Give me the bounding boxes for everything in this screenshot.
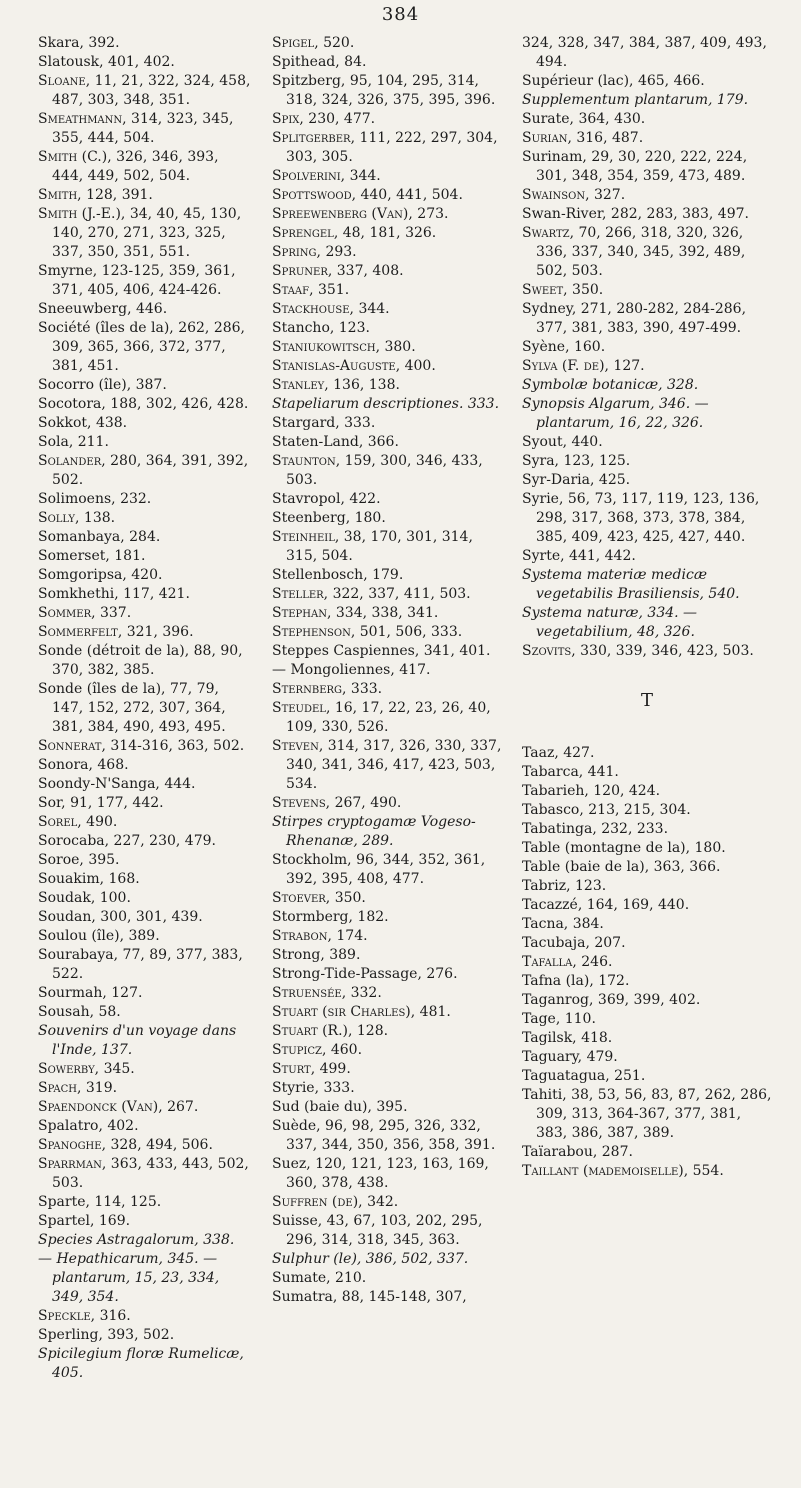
index-entry: Tagilsk, 418. xyxy=(522,1030,613,1046)
index-entry: Swartz, 70, 266, 318, 320, 326, 336, 337, 340, 345, 392, 489, 502, 503. xyxy=(522,225,746,279)
index-entry: Tabriz, 123. xyxy=(522,878,607,894)
index-entry: Syr-Daria, 425. xyxy=(522,472,631,488)
index-entry: Taaz, 427. xyxy=(522,745,595,761)
index-entry: Suffren (de), 342. xyxy=(272,1194,399,1210)
index-entry: Spreewenberg (Van), 273. xyxy=(272,206,449,222)
index-entry: Sommer, 337. xyxy=(38,605,132,621)
index-entry: Supplementum plantarum, 179. xyxy=(522,92,749,108)
index-entry: Somanbaya, 284. xyxy=(38,529,161,545)
index-entry: Sommerfelt, 321, 396. xyxy=(38,624,194,640)
index-entry: Taillant (mademoiselle), 554. xyxy=(522,1163,724,1179)
index-entry: Sylva (F. de), 127. xyxy=(522,358,645,374)
index-entry: Socorro (île), 387. xyxy=(38,377,167,393)
index-entry: Spruner, 337, 408. xyxy=(272,263,404,279)
index-entry: Skara, 392. xyxy=(38,35,120,51)
index-entry: Taguatagua, 251. xyxy=(522,1068,646,1084)
index-entry: Taguary, 479. xyxy=(522,1049,618,1065)
index-entry: Steven, 314, 317, 326, 330, 337, 340, 341, 346, 417, 423, 503, 534. xyxy=(272,738,502,792)
index-entry: Splitgerber, 111, 222, 297, 304, 303, 305. xyxy=(272,130,498,165)
index-entry: Somerset, 181. xyxy=(38,548,146,564)
index-entry: Sousah, 58. xyxy=(38,1004,121,1020)
index-entry: Tabasco, 213, 215, 304. xyxy=(522,802,691,818)
index-column-1 xyxy=(38,34,252,1383)
index-entry: Spach, 319. xyxy=(38,1080,118,1096)
index-entry: Souvenirs d'un voyage dans l'Inde, 137. xyxy=(38,1023,237,1058)
index-entry: Suisse, 43, 67, 103, 202, 295, 296, 314, 318, 345, 363. xyxy=(272,1213,483,1248)
index-entry: Spottswood, 440, 441, 504. xyxy=(272,187,463,203)
index-entry: Stapeliarum descriptiones. 333. xyxy=(272,396,500,412)
index-entry: Sparte, 114, 125. xyxy=(38,1194,162,1210)
index-entry: Spix, 230, 477. xyxy=(272,111,376,127)
index-entry: Sowerby, 345. xyxy=(38,1061,135,1077)
index-entry: Sweet, 350. xyxy=(522,282,604,298)
index-entry: Solimoens, 232. xyxy=(38,491,152,507)
index-entry: Somkhethi, 117, 421. xyxy=(38,586,190,602)
index-entry: Strong, 389. xyxy=(272,947,361,963)
index-entry: Steller, 322, 337, 411, 503. xyxy=(272,586,471,602)
index-entry: Sor, 91, 177, 442. xyxy=(38,795,164,811)
index-entry: Suède, 96, 98, 295, 326, 332, 337, 344, 350, 356, 358, 391. xyxy=(272,1118,496,1153)
index-entry: Sonora, 468. xyxy=(38,757,129,773)
index-entry: Sorocaba, 227, 230, 479. xyxy=(38,833,216,849)
index-entry: Staten-Land, 366. xyxy=(272,434,399,450)
index-entry: Syène, 160. xyxy=(522,339,606,355)
index-entry: Soudak, 100. xyxy=(38,890,131,906)
index-column-3 xyxy=(522,34,772,1181)
section-letter-heading: T xyxy=(640,690,653,711)
index-entry: Spaendonck (Van), 267. xyxy=(38,1099,199,1115)
index-entry: Stirpes cryptogamæ Vogeso-Rhenanæ, 289. xyxy=(272,814,476,849)
index-entry: Stuart (sir Charles), 481. xyxy=(272,1004,451,1020)
index-entry: Syout, 440. xyxy=(522,434,603,450)
index-entry: Tafalla, 246. xyxy=(522,954,613,970)
index-entry: Spitzberg, 95, 104, 295, 314, 318, 324, 326, 375, 395, 396. xyxy=(272,73,496,108)
index-entry: Taganrog, 369, 399, 402. xyxy=(522,992,701,1008)
index-entry: Syrte, 441, 442. xyxy=(522,548,636,564)
index-entry: Symbolæ botanicæ, 328. xyxy=(522,377,699,393)
index-entry: Steinheil, 38, 170, 301, 314, 315, 504. xyxy=(272,529,473,564)
index-entry: Smyrne, 123-125, 359, 361, 371, 405, 406, 424-426. xyxy=(38,263,236,298)
index-entry: — Hepathicarum, 345. — plantarum, 15, 23, 334, 349, 354. xyxy=(38,1251,220,1305)
index-entry: Stevens, 267, 490. xyxy=(272,795,402,811)
index-entry: Stupicz, 460. xyxy=(272,1042,363,1058)
index-entry: Spring, 293. xyxy=(272,244,357,260)
index-entry: Systema naturæ, 334. — vegetabilium, 48, 326. xyxy=(522,605,698,640)
index-entry: Sneeuwberg, 446. xyxy=(38,301,168,317)
index-entry: Systema materiæ medicæ vegetabilis Brasiliensis, 540. xyxy=(522,567,740,602)
index-entry: Sperling, 393, 502. xyxy=(38,1327,175,1343)
index-entry: Table (baie de la), 363, 366. xyxy=(522,859,721,875)
index-entry: Stavropol, 422. xyxy=(272,491,381,507)
index-entry: Sparrman, 363, 433, 443, 502, 503. xyxy=(38,1156,249,1191)
index-entry: Soudan, 300, 301, 439. xyxy=(38,909,203,925)
index-entry: Spartel, 169. xyxy=(38,1213,131,1229)
index-entry: Sternberg, 333. xyxy=(272,681,383,697)
index-entry: Supérieur (lac), 465, 466. xyxy=(522,73,705,89)
index-entry: Taïarabou, 287. xyxy=(522,1144,633,1160)
index-entry: Sprengel, 48, 181, 326. xyxy=(272,225,437,241)
index-entry: Strabon, 174. xyxy=(272,928,368,944)
index-entry: Synopsis Algarum, 346. — plantarum, 16, 22, 326. xyxy=(522,396,709,431)
index-entry: Sonnerat, 314-316, 363, 502. xyxy=(38,738,245,754)
index-entry: Tacna, 384. xyxy=(522,916,604,932)
index-entry: Soondy-N'Sanga, 444. xyxy=(38,776,196,792)
index-entry: Soroe, 395. xyxy=(38,852,120,868)
index-entry: Spalatro, 402. xyxy=(38,1118,139,1134)
index-entry: Tage, 110. xyxy=(522,1011,596,1027)
index-entry: Sorel, 490. xyxy=(38,814,118,830)
index-column-2 xyxy=(272,34,502,1307)
index-entry: Stormberg, 182. xyxy=(272,909,389,925)
page-number: 384 xyxy=(381,4,420,25)
index-entry: Smith, 128, 391. xyxy=(38,187,153,203)
index-entry: Staaf, 351. xyxy=(272,282,350,298)
index-entry: Solly, 138. xyxy=(38,510,116,526)
index-entry: Soulou (île), 389. xyxy=(38,928,160,944)
index-entry: Surian, 316, 487. xyxy=(522,130,644,146)
index-entry: Socotora, 188, 302, 426, 428. xyxy=(38,396,249,412)
index-entry: Stanislas-Auguste, 400. xyxy=(272,358,436,374)
index-entry: Struensée, 332. xyxy=(272,985,382,1001)
index-entry: Swan-River, 282, 283, 383, 497. xyxy=(522,206,749,222)
index-entry: Slatousk, 401, 402. xyxy=(38,54,175,70)
index-entry: Staunton, 159, 300, 346, 433, 503. xyxy=(272,453,483,488)
index-entry: Sulphur (le), 386, 502, 337. xyxy=(272,1251,469,1267)
index-entry: Smith (J.-E.), 34, 40, 45, 130, 140, 270, 271, 323, 325, 337, 350, 351, 551. xyxy=(38,206,242,260)
index-entry: Sumatra, 88, 145-148, 307, xyxy=(272,1289,467,1305)
index-entry: Syrie, 56, 73, 117, 119, 123, 136, 298, 317, 368, 373, 378, 384, 385, 409, 423, 425, 427, 440. xyxy=(522,491,760,545)
index-entry: Sourmah, 127. xyxy=(38,985,143,1001)
index-entry: Tacazzé, 164, 169, 440. xyxy=(522,897,690,913)
index-entry: Sturt, 499. xyxy=(272,1061,351,1077)
index-entry: Surinam, 29, 30, 220, 222, 224, 301, 348, 354, 359, 473, 489. xyxy=(522,149,748,184)
index-entry: Stephan, 334, 338, 341. xyxy=(272,605,439,621)
index-entry: Stanley, 136, 138. xyxy=(272,377,400,393)
index-entry: Stargard, 333. xyxy=(272,415,376,431)
index-entry: Sonde (îles de la), 77, 79, 147, 152, 272, 307, 364, 381, 384, 490, 493, 495. xyxy=(38,681,226,735)
index-entry: Species Astragalorum, 338. xyxy=(38,1232,235,1248)
index-entry: Surate, 364, 430. xyxy=(522,111,646,127)
index-entry: Sud (baie du), 395. xyxy=(272,1099,408,1115)
index-entry: Szovits, 330, 339, 346, 423, 503. xyxy=(522,643,754,659)
index-entry: Tafna (la), 172. xyxy=(522,973,630,989)
index-entry: Speckle, 316. xyxy=(38,1308,131,1324)
index-entry: Sumate, 210. xyxy=(272,1270,367,1286)
index-entry: Suez, 120, 121, 123, 163, 169, 360, 378, 438. xyxy=(272,1156,489,1191)
index-entry: Stockholm, 96, 344, 352, 361, 392, 395, 408, 477. xyxy=(272,852,486,887)
index-entry: Spigel, 520. xyxy=(272,35,355,51)
index-entry: Sydney, 271, 280-282, 284-286, 377, 381, 383, 390, 497-499. xyxy=(522,301,747,336)
index-entry: Spanoghe, 328, 494, 506. xyxy=(38,1137,213,1153)
index-entry: Stancho, 123. xyxy=(272,320,370,336)
index-entry: Stellenbosch, 179. xyxy=(272,567,404,583)
index-entry: Tacubaja, 207. xyxy=(522,935,626,951)
index-entry: Styrie, 333. xyxy=(272,1080,355,1096)
index-entry: Syra, 123, 125. xyxy=(522,453,631,469)
index-entry: Staniukowitsch, 380. xyxy=(272,339,416,355)
index-entry: Sola, 211. xyxy=(38,434,109,450)
index-entry: Table (montagne de la), 180. xyxy=(522,840,726,856)
index-entry: Sokkot, 438. xyxy=(38,415,128,431)
index-entry: Stoever, 350. xyxy=(272,890,366,906)
index-entry: Tahiti, 38, 53, 56, 83, 87, 262, 286, 309, 313, 364-367, 377, 381, 383, 386, 387, 389. xyxy=(522,1087,772,1141)
index-entry: 324, 328, 347, 384, 387, 409, 493, 494. xyxy=(522,35,767,70)
index-entry: Sourabaya, 77, 89, 377, 383, 522. xyxy=(38,947,243,982)
index-entry: Steenberg, 180. xyxy=(272,510,386,526)
index-entry: Spolverini, 344. xyxy=(272,168,381,184)
index-entry: Tabarca, 441. xyxy=(522,764,619,780)
index-entry: Souakim, 168. xyxy=(38,871,140,887)
index-entry: Smith (C.), 326, 346, 393, 444, 449, 502, 504. xyxy=(38,149,219,184)
index-entry: Tabarieh, 120, 424. xyxy=(522,783,661,799)
index-entry: Steudel, 16, 17, 22, 23, 26, 40, 109, 330, 526. xyxy=(272,700,491,735)
index-entry: Solander, 280, 364, 391, 392, 502. xyxy=(38,453,249,488)
index-entry: Somgoripsa, 420. xyxy=(38,567,163,583)
index-entry: Sonde (détroit de la), 88, 90, 370, 382, 385. xyxy=(38,643,243,678)
index-entry: Smeathmann, 314, 323, 345, 355, 444, 504. xyxy=(38,111,234,146)
index-entry: Stackhouse, 344. xyxy=(272,301,390,317)
index-entry: Steppes Caspiennes, 341, 401. xyxy=(272,643,491,659)
index-entry: Swainson, 327. xyxy=(522,187,626,203)
index-entry: Sloane, 11, 21, 322, 324, 458, 487, 303, 348, 351. xyxy=(38,73,251,108)
index-entry: Stuart (R.), 128. xyxy=(272,1023,389,1039)
index-entry: Spicilegium floræ Rumelicæ, 405. xyxy=(38,1346,244,1381)
index-entry: Société (îles de la), 262, 286, 309, 365, 366, 372, 377, 381, 451. xyxy=(38,320,245,374)
index-entry: Tabatinga, 232, 233. xyxy=(522,821,669,837)
index-entry: Stephenson, 501, 506, 333. xyxy=(272,624,463,640)
index-entry: Strong-Tide-Passage, 276. xyxy=(272,966,458,982)
index-entry: — Mongoliennes, 417. xyxy=(272,662,431,678)
index-entry: Spithead, 84. xyxy=(272,54,367,70)
